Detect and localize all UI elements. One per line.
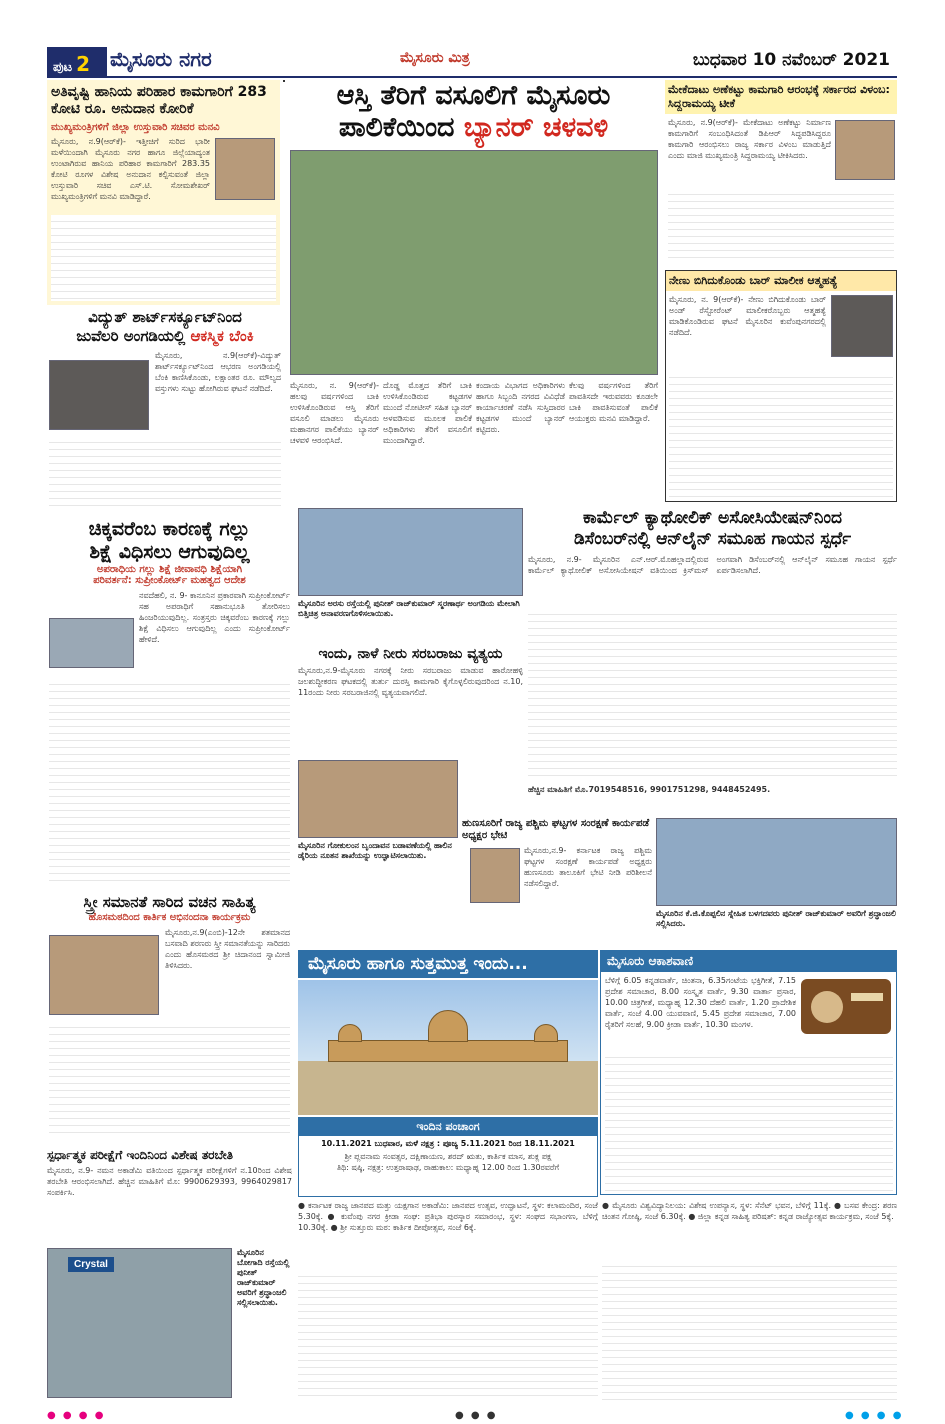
ghats-chair-photo	[470, 848, 520, 903]
vachana-headline: ಸ್ತ್ರೀ ಸಮಾನತೆ ಸಾರಿದ ವಚನ ಸಾಹಿತ್ಯ	[83, 893, 256, 911]
events-left	[298, 1200, 598, 1405]
registration-marks-center: ● ● ●	[455, 1410, 498, 1421]
tax-headline-2a: ಪಾಲಿಕೆಯಿಂದ	[338, 112, 455, 143]
story-western-ghats	[462, 818, 652, 943]
story-fund	[47, 80, 280, 305]
fund-subhead: ಮುಖ್ಯಮಂತ್ರಿಗಳಿಗೆ ಜಿಲ್ಲಾ ಉಸ್ತುವಾರಿ ಸಚಿವರ ಮನವಿ	[51, 122, 220, 133]
bar-body: ಮೈಸೂರು, ನ. 9(ಆರ್‌ಕೆ)- ನೇಣು ಬಿಗಿದುಕೊಂಡು ಬಾರ್ ಅಂಡ್ ರೆಸ್ಟೋರೆಂಟ್ ಮಾಲೀಕರೊಬ್ಬರು ಆತ್ಮಹತ್ಯೆ ಮಾಡಿಕೊಂಡಿರುವ ಘಟನೆ ಮೈಸೂರಿನ ಕುವೆಂಪುನಗರದಲ್ಲಿ ನಡೆದಿದೆ.	[669, 295, 826, 337]
fire-body: ಮೈಸೂರು, ನ.9(ಆರ್‌ಕೆ)-ವಿದ್ಯುತ್ ಶಾರ್ಟ್‌ಸರ್ಕ್ಯೂಟ್‌ನಿಂದ ಆಭರಣ ಅಂಗಡಿಯಲ್ಲಿ ಬೆಂಕಿ ಕಾಣಿಸಿಕೊಂಡು, ಲಕ್ಷಾಂತರ ರೂ. ಮೌಲ್ಯದ ವಸ್ತುಗಳು ಸುಟ್ಟು ಹೋಗಿರುವ ಘಟನೆ ನಡೆದಿದೆ.	[155, 351, 281, 393]
exam-headline: ಸ್ಪರ್ಧಾತ್ಮಕ ಪರೀಕ್ಷೆಗೆ ಇಂದಿನಿಂದ ವಿಶೇಷ ತರಬೇತಿ	[47, 1148, 234, 1162]
vachana-text-continued	[49, 1021, 290, 1139]
story-property-tax	[286, 80, 661, 500]
tax-headline-2b: ಬ್ಯಾನರ್ ಚಳವಳಿ	[463, 112, 609, 143]
story-crystal	[47, 1248, 292, 1403]
story-vachana	[47, 893, 292, 1143]
story-inauguration	[298, 508, 523, 643]
radio-title: ಮೈಸೂರು ಆಕಾಶವಾಣಿ	[601, 951, 896, 972]
panchanga-line2: ಶ್ರೀ ಪ್ಲವನಾಮ ಸಂವತ್ಸರ, ದಕ್ಷಿಣಾಯಣ, ಶರದ್ ಋತು, ಕಾರ್ತಿಕ ಮಾಸ, ಶುಕ್ಲ ಪಕ್ಷ	[344, 1152, 552, 1161]
inauguration-photo	[298, 508, 523, 596]
bar-owner-photo	[831, 295, 893, 357]
story-court	[47, 518, 292, 888]
divider	[283, 80, 285, 82]
bar-text-continued	[669, 371, 893, 497]
carmel-headline-2: ಡಿಸೆಂಬರ್‌ನಲ್ಲಿ ಆನ್‌ಲೈನ್ ಸಮೂಹ ಗಾಯನ ಸ್ಪರ್ಧೆ	[573, 529, 852, 549]
story-bar-owner	[665, 270, 897, 502]
carmel-body: ಮೈಸೂರು, ನ.9- ಮೈಸೂರಿನ ಎನ್.ಆರ್.ಮೊಹಲ್ಲಾದಲ್ಲಿರುವ ಕಾರ್ಮೆಲ್ ಕ್ಯಾಥೋಲಿಕ್ ಅಸೋಸಿಯೇಷನ್ ವತಿಯಿಂದ ಕ್ರಿಸ್‌ಮಸ್ ಅಂಗವಾಗಿ ಡಿಸೆಂಬರ್‌ನಲ್ಲಿ ಆನ್‌ಲೈನ್ ಸಮೂಹ ಗಾಯನ ಸ್ಪರ್ಧೆ ಏರ್ಪಡಿಸಲಾಗಿದೆ.	[528, 555, 897, 575]
story-shop	[298, 760, 458, 900]
court-subhead-2: ಪರಿವರ್ತನೆ: ಸುಪ್ರೀಂಕೋರ್ಟ್ ಮಹತ್ವದ ಆದೇಶ	[93, 575, 246, 586]
page-number-box	[47, 47, 107, 77]
court-body: ನವದೆಹಲಿ, ನ. 9- ಕಾನೂನಿನ ಪ್ರಕಾರವಾಗಿ ಸುಪ್ರೀಂಕೋರ್ಟ್ ಸಹ ಅಪರಾಧಿಗೆ ಸಹಾನುಭೂತಿ ತೋರಿಸಲು ಹಿಂಜರಿಯುವುದಿಲ್ಲ. ಸಂತ್ರಸ್ತರು ಚಿಕ್ಕವರೆಂಬ ಕಾರಣಕ್ಕೆ ಗಲ್ಲು ಶಿಕ್ಷೆ ವಿಧಿಸಲು ಆಗುವುದಿಲ್ಲ ಎಂದು ಸುಪ್ರೀಂಕೋರ್ಟ್ ಹೇಳಿದೆ.	[139, 591, 290, 644]
events-right-text: ● ಮೈಸೂರು ವಿಶ್ವವಿದ್ಯಾನಿಲಯ: ವಿಶೇಷ ಉಪನ್ಯಾಸ, ಸ್ಥಳ: ಸೆನೆಟ್ ಭವನ, ಬೆಳಿಗ್ಗೆ 11ಕ್ಕೆ. ● ಬಸವ ಕೇಂದ್ರ: ಶರಣ ಚಿಂತನ ಗೋಷ್ಠಿ, ಸಂಜೆ 6.30ಕ್ಕೆ. ● ಜಿಲ್ಲಾ ಕನ್ನಡ ಸಾಹಿತ್ಯ ಪರಿಷತ್: ಕನ್ನಡ ರಾಜ್ಯೋತ್ಸವ ಕಾರ್ಯಕ್ರಮ, ಸಂಜೆ 5ಕ್ಕೆ.	[602, 1201, 897, 1221]
inauguration-caption: ಮೈಸೂರಿನ ಅರಸು ರಸ್ತೆಯಲ್ಲಿ ಪುನೀತ್ ರಾಜ್‌ಕುಮಾರ್ ಸ್ಮರಣಾರ್ಥ ಅಂಗಡಿಯ ಮೇಲಾಗಿ ಬಿತ್ತಿಚಿತ್ರ ಅನಾವರಣಗೊಳಿಸಲಾಯಿತು.	[298, 599, 520, 618]
radio-icon	[801, 979, 891, 1034]
tax-headline-1: ಆಸ್ತಿ ತೆರಿಗೆ ವಸೂಲಿಗೆ ಮೈಸೂರು	[336, 80, 611, 111]
bar-headline: ನೇಣು ಬಿಗಿದುಕೊಂಡು ಬಾರ್ ಮಾಲೀಕ ಆತ್ಮಹತ್ಯೆ	[666, 271, 896, 291]
ghats-body: ಮೈಸೂರು,ನ.9- ಕರ್ನಾಟಕ ರಾಜ್ಯ ಪಶ್ಚಿಮ ಘಟ್ಟಗಳ ಸಂರಕ್ಷಣೆ ಕಾರ್ಯಪಡೆ ಅಧ್ಯಕ್ಷರು ಹುಣಸೂರು ತಾಲೂಕಿಗೆ ಭೇಟಿ ನೀಡಿ ಪರಿಶೀಲನೆ ನಡೆಸಲಿದ್ದಾರೆ.	[524, 846, 652, 888]
court-headline-1: ಚಿಕ್ಕವರೆಂಬ ಕಾರಣಕ್ಕೆ ಗಲ್ಲು	[88, 518, 251, 540]
panchanga-line1: 10.11.2021 ಬುಧವಾರ, ಮಳೆ ನಕ್ಷತ್ರ : ಪೂಜ್ಯ 5.11.2021 ರಿಂದ 18.11.2021	[321, 1139, 575, 1148]
radio-box	[600, 950, 897, 1195]
registration-marks-left: ● ● ● ●	[47, 1410, 106, 1421]
fire-headline-2	[47, 327, 283, 346]
fire-headline-1: ವಿದ್ಯುತ್ ಶಾರ್ಟ್‌ಸರ್ಕ್ಯೂಟ್‌ನಿಂದ	[88, 308, 242, 326]
fans-tribute-photo	[656, 818, 897, 906]
fund-text-continued	[51, 215, 276, 301]
swamiji-photo	[49, 935, 159, 1015]
court-subhead-1: ಅಪರಾಧಿಯ ಗಲ್ಲು ಶಿಕ್ಷೆ ಜೀವಾವಧಿ ಶಿಕ್ಷೆಯಾಗಿ	[96, 564, 243, 575]
mekedatu-headline: ಮೇಕೆದಾಟು ಅಣೆಕಟ್ಟು ಕಾಮಗಾರಿ ಆರಂಭಕ್ಕೆ ಸರ್ಕಾರದ ವಿಳಂಬ: ಸಿದ್ದರಾಮಯ್ಯ ಟೀಕೆ	[665, 80, 897, 114]
today-banner: ಮೈಸೂರು ಹಾಗೂ ಸುತ್ತಮುತ್ತ ಇಂದು...	[298, 950, 598, 978]
mysore-palace-photo	[298, 980, 598, 1115]
fire-text-continued	[49, 436, 281, 510]
mekedatu-text-continued	[668, 188, 894, 263]
shop-opening-photo	[298, 760, 458, 838]
crystal-sign: Crystal	[68, 1257, 114, 1272]
court-headline-2: ಶಿಕ್ಷೆ ವಿಧಿಸಲು ಆಗುವುದಿಲ್ಲ	[89, 541, 250, 563]
tax-headline-2	[286, 112, 661, 144]
tax-body-col3: ಕಂದಾಯ ವಿಭಾಗದ ಅಧಿಕಾರಿಗಳು ಹಾಗೂ ಸಿಬ್ಬಂದಿ ನಗರದ ವಿವಿಧೆಡೆ ಕಾರ್ಯಾಚರಣೆ ನಡೆಸಿ ಸುಸ್ತಿದಾರರ ಕಟ್ಟಡಗಳ ಮುಂದೆ ಬ್ಯಾನರ್ ಕಟ್ಟಿದರು.	[476, 381, 565, 434]
carmel-headline-1: ಕಾರ್ಮೆಲ್ ಕ್ಯಾಥೋಲಿಕ್ ಅಸೋಸಿಯೇಷನ್‌ನಿಂದ	[583, 508, 842, 528]
story-water	[298, 645, 523, 755]
supreme-court-photo	[49, 618, 134, 668]
vachana-body: ಮೈಸೂರು,ನ.9(ಎಂಬಿ)-12ನೇ ಶತಮಾನದ ಬಸವಾದಿ ಶರಣರು ಸ್ತ್ರೀ ಸಮಾನತೆಯನ್ನು ಸಾರಿದರು ಎಂದು ಹೊಸಮಠದ ಶ್ರೀ ಚಿದಾನಂದ ಸ್ವಾಮೀಜಿ ತಿಳಿಸಿದರು.	[165, 928, 290, 970]
ghats-headline: ಹುಣಸೂರಿಗೆ ರಾಜ್ಯ ಪಶ್ಚಿಮ ಘಟ್ಟಗಳ ಸಂರಕ್ಷಣೆ ಕಾರ್ಯಪಡೆ ಅಧ್ಯಕ್ಷರ ಭೇಟಿ	[462, 818, 650, 841]
events-right-continued	[602, 1260, 897, 1400]
radio-body: ಬೆಳಿಗ್ಗೆ 6.05 ಕನ್ನಡವಾರ್ತೆ, ಚಿಂತನಾ, 6.35ಗಂಟೆಯ ಭಕ್ತಿಗೀತೆ, 7.15 ಪ್ರದೇಶ ಸಮಾಚಾರ, 8.00 ಸಂಸ್ಕೃತ ವಾರ್ತೆ, 9.30 ವಾರ್ತಾ ಪ್ರಸಾರ, 10.00 ಚಿತ್ರಗೀತೆ, ಮಧ್ಯಾಹ್ನ 12.30 ದೆಹಲಿ ವಾರ್ತೆ, 1.20 ಪ್ರಾದೇಶಿಕ ವಾರ್ತೆ, ಸಂಜೆ 4.00 ಯುವವಾಣಿ, 5.45 ಪ್ರದೇಶ ಸಮಾಚಾರ, 7.00 ರೈತರಿಗೆ ಸಲಹೆ, 9.00 ಕ್ರೀಡಾ ವಾರ್ತೆ, 10.30 ಮಂಗಳ.	[605, 976, 796, 1029]
paper-name: ಮೈಸೂರು ಮಿತ್ರ	[400, 50, 470, 66]
siddaramaiah-photo	[835, 120, 895, 180]
header-rule	[47, 76, 897, 78]
fund-body: ಮೈಸೂರು, ನ.9(ಆರ್‌ಕೆ)- ಇತ್ತೀಚಿಗೆ ಸುರಿದ ಭಾರೀ ಮಳೆಯಿಂದಾಗಿ ಮೈಸೂರು ನಗರ ಹಾಗೂ ಜಿಲ್ಲೆಯಾದ್ಯಂತ ಉಂಟಾಗಿರುವ ಹಾನಿಯ ಪರಿಹಾರ ಕಾಮಗಾರಿಗೆ 283.35 ಕೋಟಿ ರೂಗಳ ವಿಶೇಷ ಅನುದಾನ ಕಲ್ಪಿಸುವಂತೆ ಜಿಲ್ಲಾ ಉಸ್ತುವಾರಿ ಸಚಿವ ಎಸ್.ಟಿ. ಸೋಮಶೇಖರ್ ಮುಖ್ಯಮಂತ್ರಿಗಳಿಗೆ ಮನವಿ ಮಾಡಿದ್ದಾರೆ.	[51, 137, 210, 201]
radio-text-continued	[605, 1051, 893, 1191]
story-fans	[656, 818, 897, 943]
shop-caption: ಮೈಸೂರಿನ ಗೋಕುಲಂನ ಬೃಂದಾವನ ಬಡಾವಣೆಯಲ್ಲಿ ಹಾಲಿನ ಡೈರಿಯ ನೂತನ ಶಾಖೆಯನ್ನು ಉದ್ಘಾಟಿಸಲಾಯಿತು.	[298, 841, 452, 860]
exam-body: ಮೈಸೂರು, ನ.9- ನಮನ ಅಕಾಡೆಮಿ ವತಿಯಿಂದ ಸ್ಪರ್ಧಾತ್ಮಕ ಪರೀಕ್ಷೆಗಳಿಗೆ ನ.10ರಿಂದ ವಿಶೇಷ ತರಬೇತಿ ಆರಂಭಿಸಲಾಗಿದೆ. ಹೆಚ್ಚಿನ ಮಾಹಿತಿಗೆ ಮೊ: 9900629393, 9964029817 ಸಂಪರ್ಕಿಸಿ.	[47, 1166, 292, 1197]
panchanga-title: ಇಂದಿನ ಪಂಚಾಂಗ	[299, 1118, 597, 1136]
tax-body-columns	[290, 380, 658, 498]
events-left-text: ● ಕರ್ನಾಟಕ ರಾಜ್ಯ ಜಾನಪದ ಮತ್ತು ಯಕ್ಷಗಾನ ಅಕಾಡೆಮಿ: ಜಾನಪದ ಉತ್ಸವ, ಉದ್ಘಾಟನೆ, ಸ್ಥಳ: ಕಲಾಮಂದಿರ, ಸಂಜೆ 5.30ಕ್ಕೆ. ● ಕುವೆಂಪು ನಗರ ಕ್ರೀಡಾ ಸಂಘ: ಪ್ರತಿಭಾ ಪುರಸ್ಕಾರ ಸಮಾರಂಭ, ಸ್ಥಳ: ಸಂಘದ ಸಭಾಂಗಣ, ಬೆಳಿಗ್ಗೆ 10.30ಕ್ಕೆ. ● ಶ್ರೀ ಸುತ್ತೂರು ಮಠ: ಕಾರ್ತಿಕ ದೀಪೋತ್ಸವ, ಸಂಜೆ 6ಕ್ಕೆ.	[298, 1201, 598, 1232]
vachana-subhead: ಹೊಸಮಠದಿಂದ ಕಾರ್ತಿಕ ಅಭಿನಂದನಾ ಕಾರ್ಯಕ್ರಮ	[88, 912, 251, 923]
fund-headline: ಅತಿವೃಷ್ಟಿ ಹಾನಿಯ ಪರಿಹಾರ ಕಾಮಗಾರಿಗೆ 283 ಕೋಟಿ ರೂ. ಅನುದಾನ ಕೋರಿಕೆ	[51, 84, 267, 117]
crystal-shop-photo	[47, 1248, 232, 1398]
story-fire	[47, 308, 283, 513]
palace-dome	[428, 1010, 468, 1042]
story-exam	[47, 1148, 292, 1243]
fans-caption: ಮೈಸೂರಿನ ಕೆ.ಜಿ.ಕೊಪ್ಪಲಿನ ಸ್ನೇಹಿತ ಬಳಗದವರು ಪುನೀತ್ ರಾಜ್‌ಕುಮಾರ್ ಅವರಿಗೆ ಶ್ರದ್ಧಾಂಜಲಿ ಸಲ್ಲಿಸಿದರು.	[656, 909, 896, 928]
tax-body-col2: ದೊಡ್ಡ ಮೊತ್ತದ ತೆರಿಗೆ ಬಾಕಿ ಉಳಿಸಿಕೊಂಡಿರುವ ಕಟ್ಟಡಗಳ ಮುಂದೆ ನೋಟೀಸ್ ಸಹಿತ ಬ್ಯಾನರ್ ಅಳವಡಿಸುವ ಮೂಲಕ ಪಾಲಿಕೆ ಅಧಿಕಾರಿಗಳು ತೆರಿಗೆ ವಸೂಲಿಗೆ ಮುಂದಾಗಿದ್ದಾರೆ.	[383, 381, 472, 445]
panchanga-line3: ತಿಥಿ: ಷಷ್ಠಿ, ನಕ್ಷತ್ರ: ಉತ್ತರಾಷಾಢ, ರಾಹುಕಾಲ: ಮಧ್ಯಾಹ್ನ 12.00 ರಿಂದ 1.30ರವರೆಗೆ	[336, 1163, 560, 1172]
crystal-caption: ಮೈಸೂರಿನ ಬೋಗಾದಿ ರಸ್ತೆಯಲ್ಲಿ ಪುನೀತ್ ರಾಜ್‌ಕುಮಾರ್ ಅವರಿಗೆ ಶ್ರದ್ಧಾಂಜಲಿ ಸಲ್ಲಿಸಲಾಯಿತು.	[237, 1248, 290, 1307]
section-title: ಮೈಸೂರು ನಗರ	[110, 47, 212, 71]
page-number: 2	[76, 52, 90, 76]
palace-tower-right	[534, 1024, 558, 1042]
story-mekedatu	[665, 80, 897, 265]
page-label: ಪುಟ	[53, 60, 73, 75]
issue-date: ಬುಧವಾರ 10 ನವೆಂಬರ್ 2021	[692, 50, 890, 70]
minister-photo	[215, 138, 275, 200]
carmel-text-continued	[528, 608, 897, 778]
banner-protest-photo	[290, 150, 658, 375]
water-headline: ಇಂದು, ನಾಳೆ ನೀರು ಸರಬರಾಜು ವ್ಯತ್ಯಯ	[318, 646, 503, 662]
fire-headline-2a: ಜುವೆಲರಿ ಅಂಗಡಿಯಲ್ಲಿ	[76, 327, 186, 345]
carmel-contact: ಹೆಚ್ಚಿನ ಮಾಹಿತಿಗೆ ಮೊ.7019548516, 9901751298, 9448452495.	[528, 785, 771, 794]
panchanga-box	[298, 1117, 598, 1197]
court-text-continued	[49, 678, 290, 883]
fire-photo	[49, 360, 149, 430]
water-body: ಮೈಸೂರು,ನ.9-ಮೈಸೂರು ನಗರಕ್ಕೆ ನೀರು ಸರಬರಾಜು ಮಾಡುವ ಹಾರೋಹಳ್ಳಿ ಜಲಶುದ್ಧೀಕರಣ ಘಟಕದಲ್ಲಿ ತುರ್ತು ದುರಸ್ತಿ ಕಾಮಗಾರಿ ಕೈಗೊಳ್ಳಲಿರುವುದರಿಂದ ನ.10, 11ರಂದು ನೀರು ಸರಬರಾಜಿನಲ್ಲಿ ವ್ಯತ್ಯಯವಾಗಲಿದೆ.	[298, 666, 523, 697]
fire-headline-2b: ಆಕಸ್ಮಿಕ ಬೆಂಕಿ	[190, 327, 254, 345]
tax-body-col4: ಕೆಲವು ವರ್ಷಗಳಿಂದ ತೆರಿಗೆ ಪಾವತಿಸದೇ ಇರುವವರು ಕೂಡಲೇ ಬಾಕಿ ಪಾವತಿಸುವಂತೆ ಪಾಲಿಕೆ ಆಯುಕ್ತರು ಮನವಿ ಮಾಡಿದ್ದಾರೆ.	[569, 381, 658, 423]
events-left-continued	[298, 1270, 598, 1400]
palace-body	[328, 1040, 568, 1062]
events-right	[602, 1200, 897, 1405]
palace-tower-left	[338, 1024, 362, 1042]
registration-marks-right: ● ● ● ●	[845, 1410, 904, 1421]
masthead	[0, 0, 945, 78]
tax-body-col1: ಮೈಸೂರು, ನ. 9(ಆರ್‌ಕೆ)- ಹಲವು ವರ್ಷಗಳಿಂದ ಬಾಕಿ ಉಳಿಸಿಕೊಂಡಿರುವ ಆಸ್ತಿ ತೆರಿಗೆ ವಸೂಲಿ ಮಾಡಲು ಮೈಸೂರು ಮಹಾನಗರ ಪಾಲಿಕೆಯು ಬ್ಯಾನರ್ ಚಳವಳಿ ಆರಂಭಿಸಿದೆ.	[290, 381, 379, 445]
mekedatu-body: ಮೈಸೂರು, ನ.9(ಆರ್‌ಕೆ)- ಮೇಕೆದಾಟು ಅಣೆಕಟ್ಟು ನಿರ್ಮಾಣ ಕಾಮಗಾರಿಗೆ ಸಂಬಂಧಿಸಿದಂತೆ ಡಿಪಿಆರ್ ಸಿದ್ಧಪಡಿಸಿದ್ದರೂ ಕಾಮಗಾರಿ ಆರಂಭಿಸಲು ರಾಜ್ಯ ಸರ್ಕಾರ ವಿಳಂಬ ಮಾಡುತ್ತಿದೆ ಎಂದು ಮಾಜಿ ಮುಖ್ಯಮಂತ್ರಿ ಸಿದ್ದರಾಮಯ್ಯ ಟೀಕಿಸಿದರು.	[668, 118, 831, 160]
story-carmel	[528, 508, 897, 813]
